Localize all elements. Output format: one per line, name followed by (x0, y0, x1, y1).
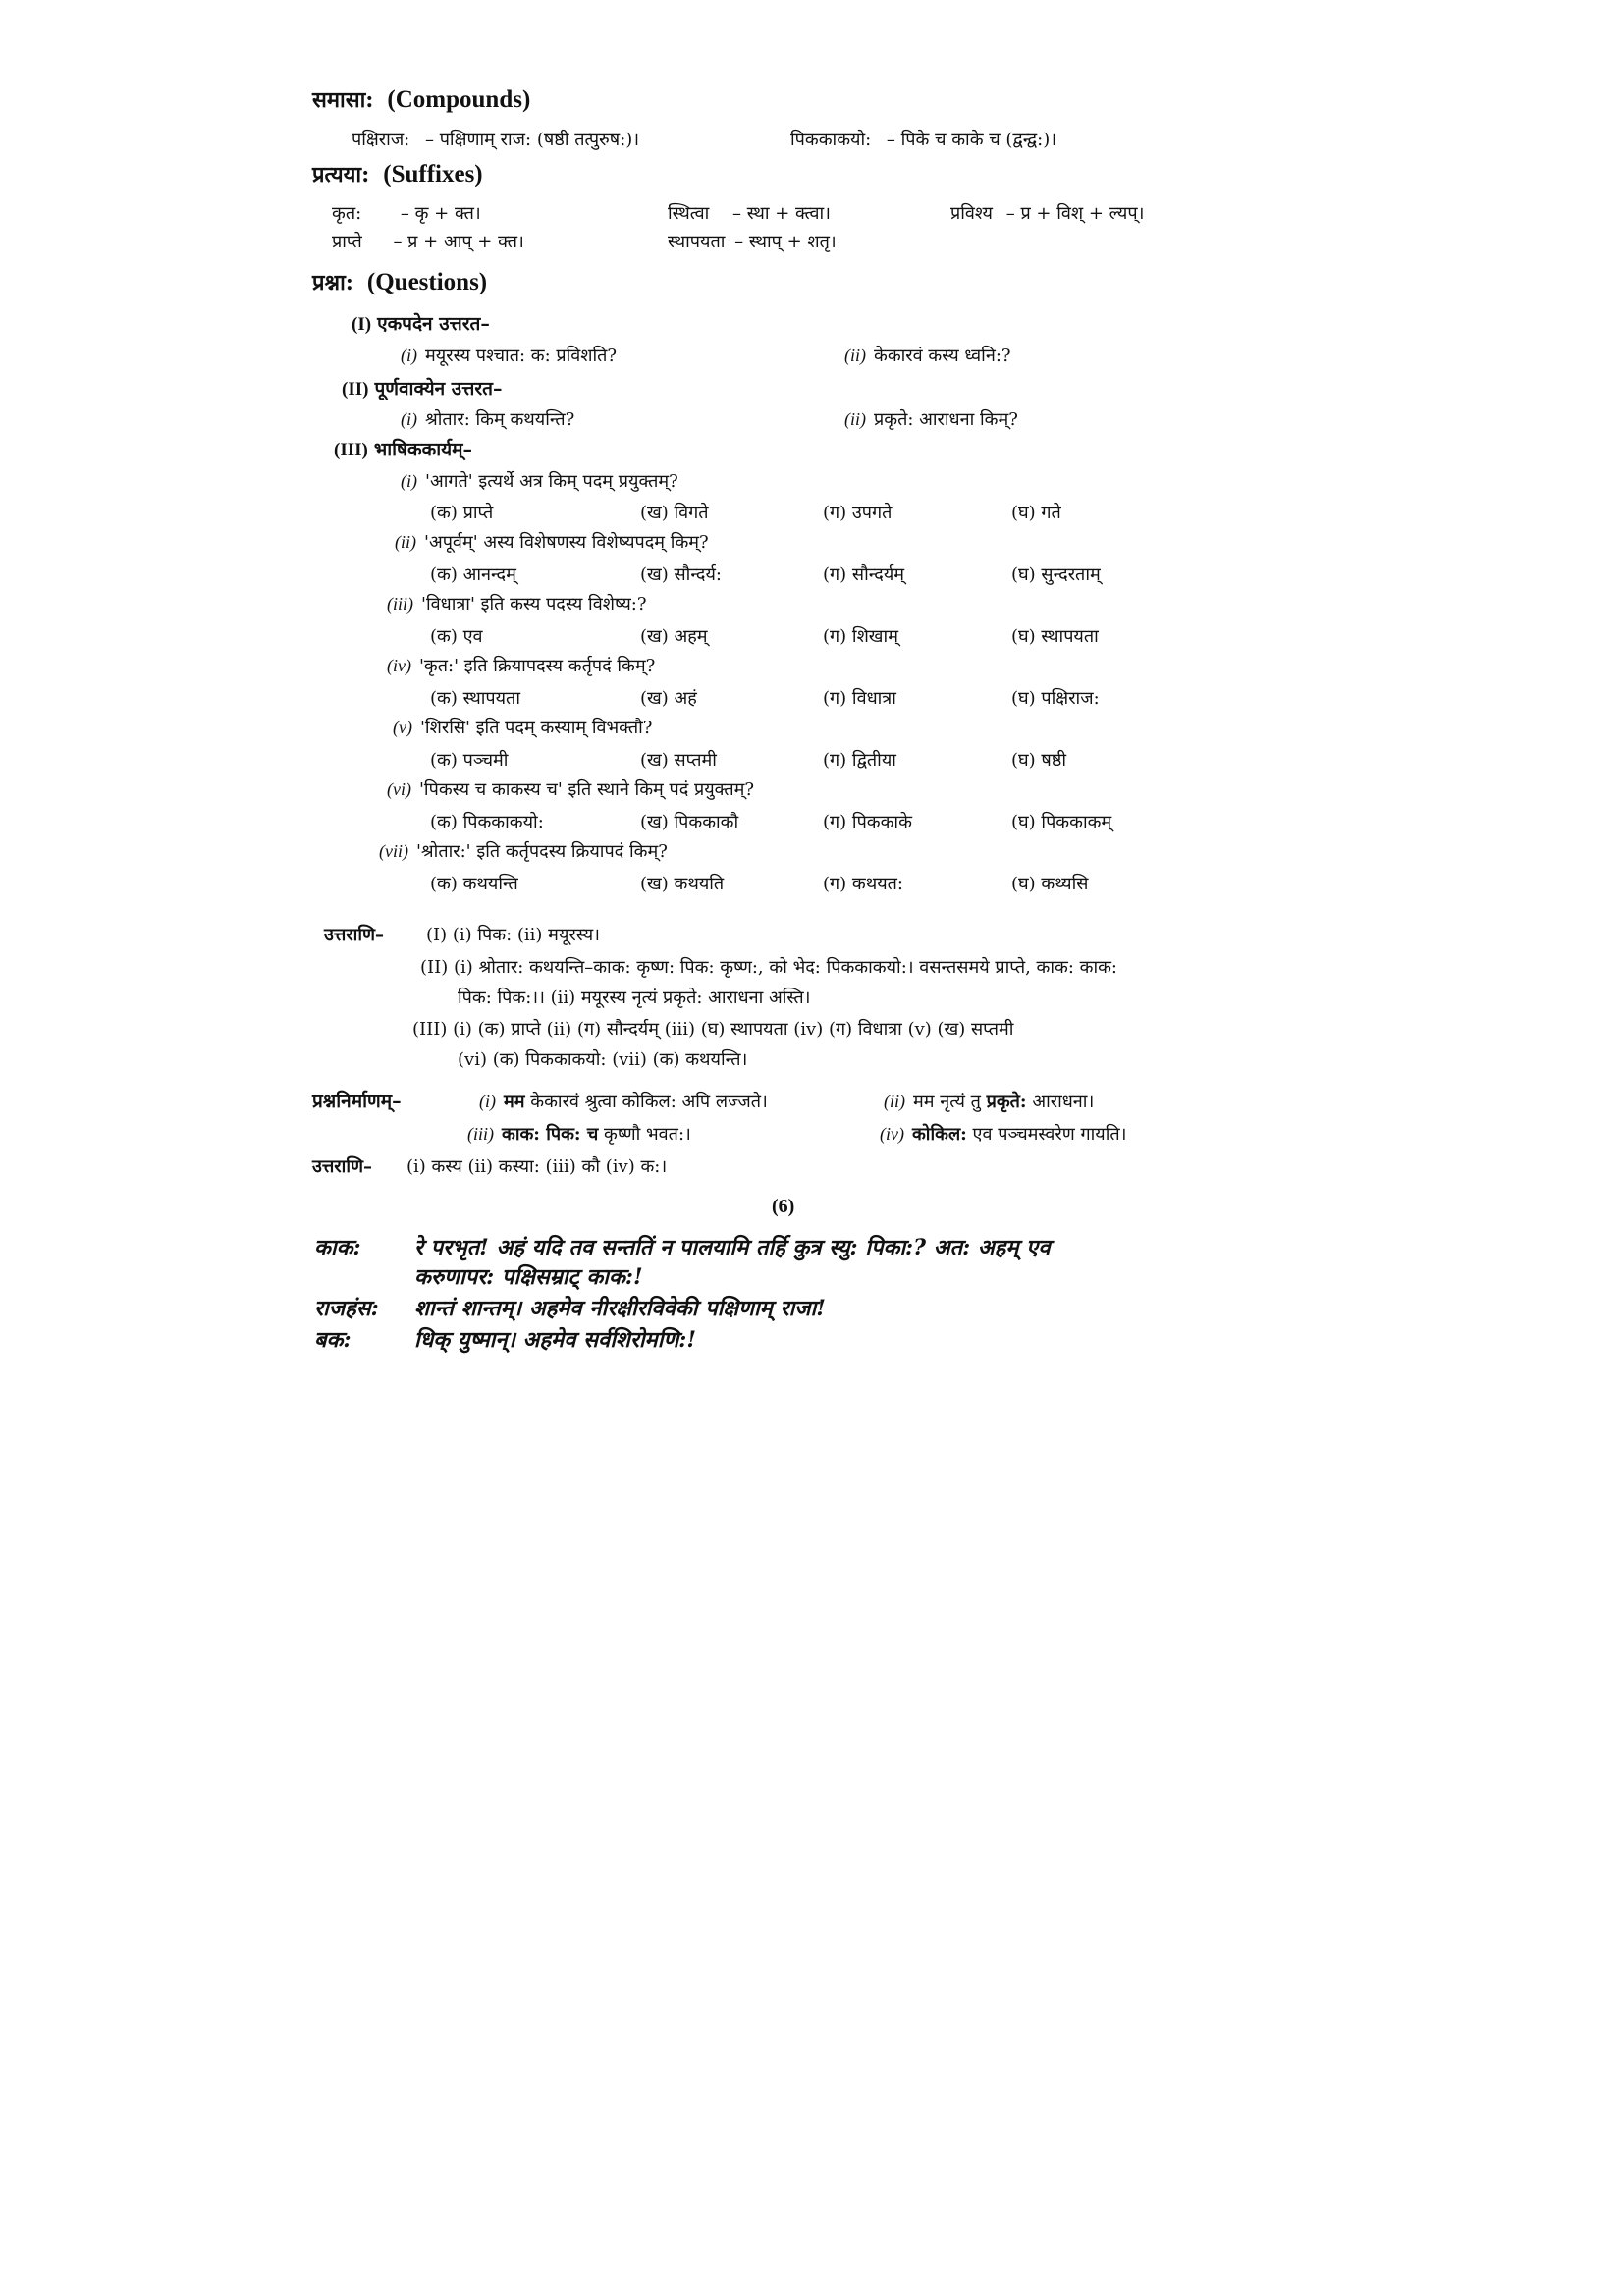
mcq-option: (घ) कथ्यसि (1011, 874, 1089, 894)
compounds-heading-en: (Compounds) (387, 86, 531, 113)
question-text: प्रकृते: आराधना किम्? (874, 409, 1018, 430)
qf-number: (iii) (467, 1124, 494, 1144)
mcq-option: (घ) स्थापयता (1011, 626, 1099, 647)
qf-bold-text: कोकिल: (911, 1124, 967, 1145)
mcq-option: (क) कथयन्ति (430, 874, 518, 894)
section-3-title (334, 436, 472, 461)
qf-text: एव पञ्चमस्वरेण गायति। (966, 1124, 1127, 1145)
answers-line-2: (II) (i) श्रोतार: कथयन्ति–काक: कृष्ण: पिक: कृष्ण:, को भेद: पिककाकयो:। वसन्तसमये प्राप्ते, काक: काक: (420, 957, 1118, 978)
mcq-option: (ग) विधात्रा (823, 688, 896, 709)
qf-bold-text: प्रकृते: (986, 1092, 1027, 1112)
question-text: 'श्रोतार:' इति कर्तृपदस्य क्रियापदं किम्? (415, 841, 668, 862)
answers-line-3: पिक: पिक:।। (ii) मयूरस्य नृत्यं प्रकृते: आराधना अस्ति। (458, 988, 811, 1008)
mcq-option: (ख) सौन्दर्य: (640, 564, 722, 585)
questions-heading-en: (Questions) (366, 269, 488, 295)
question-number: (ii) (844, 346, 866, 365)
mcq-option: (क) एव (430, 626, 483, 647)
question-text: 'पिकस्य च काकस्य च' इति स्थाने किम् पदं प्रयुक्तम्? (418, 779, 755, 800)
question-item (844, 407, 1018, 431)
section-1-title (352, 310, 490, 336)
section-label: (III) (334, 440, 368, 460)
suffix-item-3 (950, 201, 1144, 225)
dialogue-speaker-crow: काक: (314, 1235, 361, 1260)
qf-item-4 (880, 1122, 1127, 1146)
answers-line-5: (vi) (क) पिककाकयो: (vii) (क) कथयन्ति। (458, 1049, 748, 1070)
question-text: 'विधात्रा' इति कस्य पदस्य विशेष्य:? (421, 594, 647, 614)
suffixes-heading-en: (Suffixes) (383, 161, 483, 187)
questions-heading (312, 267, 487, 296)
mcq-option: (क) आनन्दम् (430, 564, 516, 585)
mcq-option: (ख) विगते (640, 503, 709, 523)
page-number: (6) (772, 1196, 795, 1217)
suffix-analysis: – स्थाप् + शतृ। (734, 232, 837, 252)
dialogue-speaker-crane: बक: (314, 1327, 352, 1353)
qf-bold-text: मम (504, 1092, 525, 1112)
mcq-option: (ख) अहं (640, 688, 697, 709)
section-title-text: भाषिककार्यम्– (373, 439, 473, 460)
mcq-option: (ख) कथयति (640, 874, 725, 894)
suffix-item-5 (668, 230, 837, 253)
answers-line-1: (I) (i) पिक: (ii) मयूरस्य। (426, 925, 601, 945)
question-item (401, 344, 617, 367)
question-number: (ii) (844, 409, 866, 429)
mcq-question (395, 530, 709, 554)
mcq-question (387, 654, 655, 677)
suffix-word: प्राप्ते (332, 232, 362, 252)
qf-number: (iv) (880, 1124, 904, 1144)
question-text: 'अपूर्वम्' अस्य विशेषणस्य विशेष्यपदम् किम्? (424, 532, 709, 553)
compounds-heading (312, 84, 530, 114)
question-text: मयूरस्य पश्चात: क: प्रविशति? (425, 346, 618, 366)
mcq-option: (क) पिककाकयो: (430, 812, 544, 832)
compound-analysis: – पिके च काके च (द्वन्द्व:)। (886, 130, 1057, 150)
section-title-text: एकपदेन उत्तरत– (377, 313, 490, 335)
question-number: (vii) (379, 841, 408, 861)
suffixes-heading-sa: प्रत्यया: (312, 162, 370, 187)
section-2-title (342, 375, 502, 400)
qf-bold-text: काक: पिक: च (502, 1124, 599, 1145)
qf-text: मम नृत्यं तु (913, 1092, 987, 1112)
mcq-option: (क) प्राप्ते (430, 503, 494, 523)
compound-analysis: – पक्षिणाम् राज: (षष्ठी तत्पुरुष:)। (424, 130, 640, 150)
suffix-analysis: – प्र + आप् + क्त। (393, 232, 524, 252)
mcq-option: (ख) सप्तमी (640, 750, 717, 771)
dialogue-line: करुणापर: पक्षिसम्राट् काक:! (414, 1264, 643, 1290)
question-number: (iv) (387, 656, 411, 675)
mcq-option: (ग) सौन्दर्यम् (823, 564, 905, 585)
mcq-option: (घ) षष्ठी (1011, 750, 1067, 771)
compound-word: पक्षिराज: (352, 130, 410, 150)
suffix-word: स्थापयता (668, 232, 726, 252)
suffix-analysis: – प्र + विश् + ल्यप्। (1005, 203, 1145, 224)
question-number: (ii) (395, 532, 416, 552)
dialogue-line: शान्तं शान्तम्। अहमेव नीरक्षीरविवेकी पक्षिणाम् राजा! (414, 1296, 826, 1321)
qf-answers: (i) कस्य (ii) कस्या: (iii) कौ (iv) क:। (406, 1156, 668, 1177)
mcq-option: (ग) उपगते (823, 503, 893, 523)
qf-item-3 (467, 1122, 691, 1146)
question-number: (i) (401, 409, 417, 429)
qf-number: (ii) (884, 1092, 905, 1111)
question-number: (i) (401, 471, 417, 491)
mcq-option: (ग) कथयत: (823, 874, 903, 894)
compound-item-1 (352, 128, 639, 151)
mcq-question (379, 839, 668, 863)
question-text: श्रोतार: किम् कथयन्ति? (425, 409, 575, 430)
question-text: 'कृत:' इति क्रियापदस्य कर्तृपदं किम्? (418, 656, 656, 676)
mcq-option: (क) स्थापयता (430, 688, 520, 709)
qf-item-2 (884, 1090, 1094, 1113)
mcq-question (387, 592, 647, 615)
qf-text: आराधना। (1026, 1092, 1095, 1112)
dialogue-line: रे परभृत! अहं यदि तव सन्ततिं न पालयामि तर्हि कुत्र स्यु: पिका:? अत: अहम् एव (414, 1235, 1051, 1260)
qf-text: कृष्णौ भवत:। (598, 1124, 691, 1145)
question-text: 'शिरसि' इति पदम् कस्याम् विभक्तौ? (419, 718, 653, 738)
answers-heading: उत्तराणि– (324, 925, 385, 945)
questions-heading-sa: प्रश्ना: (312, 270, 353, 295)
suffix-item-1 (332, 201, 481, 225)
qf-item-1 (479, 1090, 768, 1113)
question-item (401, 407, 574, 431)
answers-line-4: (III) (i) (क) प्राप्ते (ii) (ग) सौन्दर्यम् (iii) (घ) स्थापयता (iv) (ग) विधात्रा (v) (ख) सप्तमी (412, 1019, 1014, 1040)
question-number: (vi) (387, 779, 411, 799)
suffix-analysis: – स्था + क्त्वा। (731, 203, 831, 224)
question-text: केकारवं कस्य ध्वनि:? (874, 346, 1011, 366)
qf-answers-heading: उत्तराणि– (312, 1156, 373, 1177)
mcq-question (387, 777, 754, 801)
qf-number: (i) (479, 1092, 496, 1111)
mcq-option: (ख) पिककाकौ (640, 812, 739, 832)
question-text: 'आगते' इत्यर्थे अत्र किम् पदम् प्रयुक्तम्? (425, 471, 678, 492)
mcq-option: (घ) गते (1011, 503, 1061, 523)
mcq-option: (क) पञ्चमी (430, 750, 509, 771)
qf-text: केकारवं श्रुत्वा कोकिल: अपि लज्जते। (524, 1092, 768, 1112)
question-number: (i) (401, 346, 417, 365)
question-number: (iii) (387, 594, 413, 614)
question-item (844, 344, 1011, 367)
suffix-item-4 (332, 230, 524, 253)
question-number: (v) (393, 718, 412, 737)
mcq-option: (ग) शिखाम् (823, 626, 898, 647)
mcq-option: (घ) पिककाकम् (1011, 812, 1112, 832)
mcq-question (401, 469, 678, 493)
compounds-heading-sa: समासा: (312, 87, 374, 113)
suffix-item-2 (668, 201, 831, 225)
suffixes-heading (312, 159, 483, 188)
compound-word: पिककाकयो: (790, 130, 872, 150)
mcq-option: (ग) द्वितीया (823, 750, 896, 771)
mcq-option: (घ) सुन्दरताम् (1011, 564, 1101, 585)
section-label: (I) (352, 314, 372, 335)
dialogue-speaker-swan: राजहंस: (314, 1296, 379, 1321)
compound-item-2 (790, 128, 1056, 151)
mcq-option: (ख) अहम् (640, 626, 708, 647)
suffix-word: स्थित्वा (668, 203, 710, 224)
suffix-analysis: – कृ + क्त। (400, 203, 481, 224)
mcq-option: (ग) पिककाके (823, 812, 912, 832)
dialogue-line: धिक् युष्मान्। अहमेव सर्वशिरोमणि:! (414, 1327, 697, 1353)
section-title-text: पूर्णवाक्येन उत्तरत– (374, 378, 503, 400)
suffix-word: कृत: (332, 203, 362, 224)
mcq-question (393, 716, 652, 739)
mcq-option: (घ) पक्षिराज: (1011, 688, 1100, 709)
section-label: (II) (342, 379, 369, 400)
question-formation-heading: प्रश्ननिर्माणम्– (312, 1091, 402, 1112)
suffix-word: प्रविश्य (950, 203, 994, 224)
